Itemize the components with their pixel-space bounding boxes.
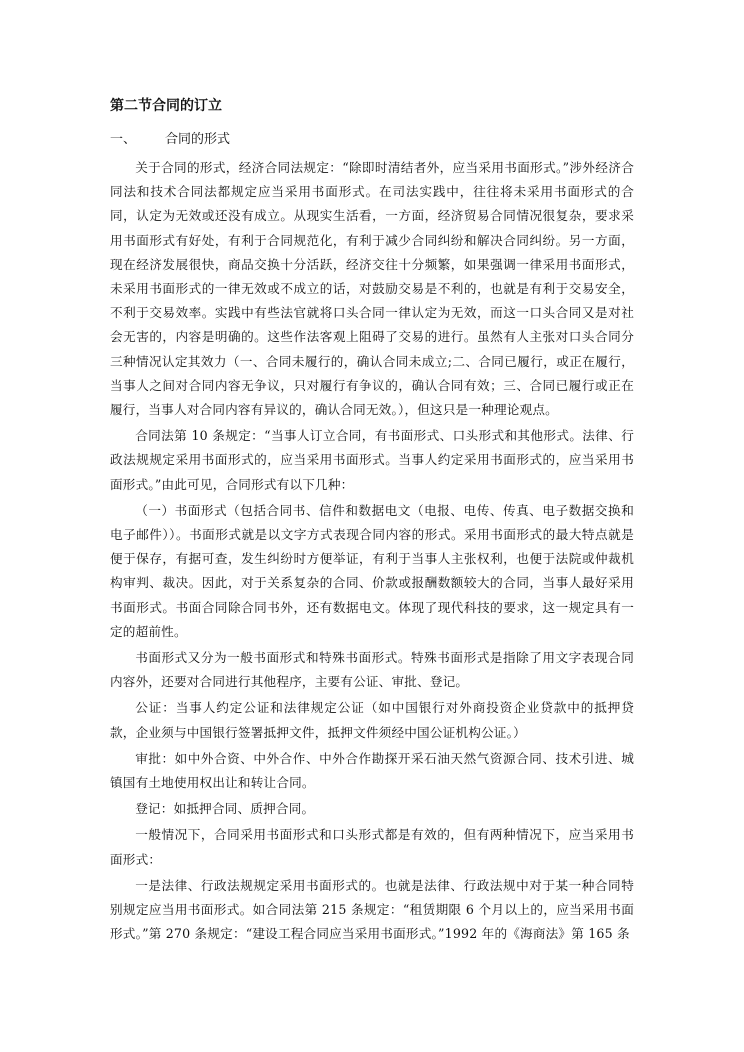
paragraph-special-written-form: 书面形式又分为一般书面形式和特殊书面形式。特殊书面形式是指除了用文字表现合同内容外，还要对合同进行其他程序，主要有公证、审批、登记。 (110, 650, 634, 690)
paragraph-general-cases: 一般情况下，合同采用书面形式和口头形式都是有效的，但有两种情况下，应当采用书面形式： (110, 827, 634, 867)
section-heading (110, 130, 634, 150)
paragraph-article-10: 合同法第 10 条规定：“当事人订立合同，有书面形式、口头形式和其他形式。法律、行政法规规定采用书面形式的，应当采用书面形式。当事人约定采用书面形式的，应当采用书面形式。”由此可见，合同形式有以下几种： (110, 428, 634, 492)
section-title: 合同的形式 (165, 132, 231, 147)
paragraph-approval: 审批：如中外合资、中外合作、中外合作勘探开采石油天然气资源合同、技术引进、城镇国有土地使用权出让和转让合同。 (110, 750, 634, 791)
paragraph-contract-form-overview: 关于合同的形式，经济合同法规定：“除即时清结者外，应当采用书面形式。”涉外经济合同法和技术合同法都规定应当采用书面形式。在司法实践中，往往将未采用书面形式的合同，认定为无效或还没有成立。从现实生活看，一方面，经济贸易合同情况很复杂，要求采用书面形式有好处，有利于合同规范化，有利于减少合同纠纷和解决合同纠纷。另一方面，现在经济发展很快，商品交换十分活跃，经济交往十分频繁，如果强调一律采用书面形式，未采用书面形式的一律无效或不成立的话，对鼓励交易是不利的，也就是有利于交易安全，不利于交易效率。实践中有些法官就将口头合同一律认定为无效，而这一口头合同又是对社会无害的，内容是明确的。这些作法客观上阻碍了交易的进行。虽然有人主张对口头合同分三种情况认定其效力（一、合同未履行的，确认合同未成立;二、合同已履行，或正在履行，当事人之间对合同内容无争议，只对履行有争议的，确认合同有效；三、合同已履行或正在履行，当事人对合同内容有异议的，确认合同无效。），但这只是一种理论观点。 (110, 160, 634, 418)
section-number: 一、 (110, 132, 137, 147)
paragraph-written-form: （一）书面形式（包括合同书、信件和数据电文（电报、电传、传真、电子数据交换和电子邮件））。书面形式就是以文字方式表现合同内容的形式。采用书面形式的最大特点就是便于保存，有据可查，发生纠纷时方便举证，有利于当事人主张权利，也便于法院或仲裁机构审判、裁决。因此，对于关系复杂的合同、价款或报酬数额较大的合同，当事人最好采用书面形式。书面合同除合同书外，还有数据电文。体现了现代科技的要求，这一规定具有一定的超前性。 (110, 502, 634, 639)
paragraph-case-one: 一是法律、行政法规规定采用书面形式的。也就是法律、行政法规中对于某一种合同特别规定应当用书面形式。如合同法第 215 条规定：“租赁期限 6 个月以上的，应当采用书面形式。”第 270 条规定：“建设工程合同应当采用书面形式。”1992 年的《海商法》第 165 条 (110, 877, 634, 942)
paragraph-registration: 登记：如抵押合同、质押合同。 (135, 801, 315, 817)
document-title: 第二节合同的订立 (110, 98, 222, 114)
document-page (110, 96, 634, 947)
paragraph-notarization: 公证：当事人约定公证和法律规定公证（如中国银行对外商投资企业贷款中的抵押贷款，企业须与中国银行签署抵押文件，抵押文件须经中国公证机构公证。） (110, 700, 634, 740)
